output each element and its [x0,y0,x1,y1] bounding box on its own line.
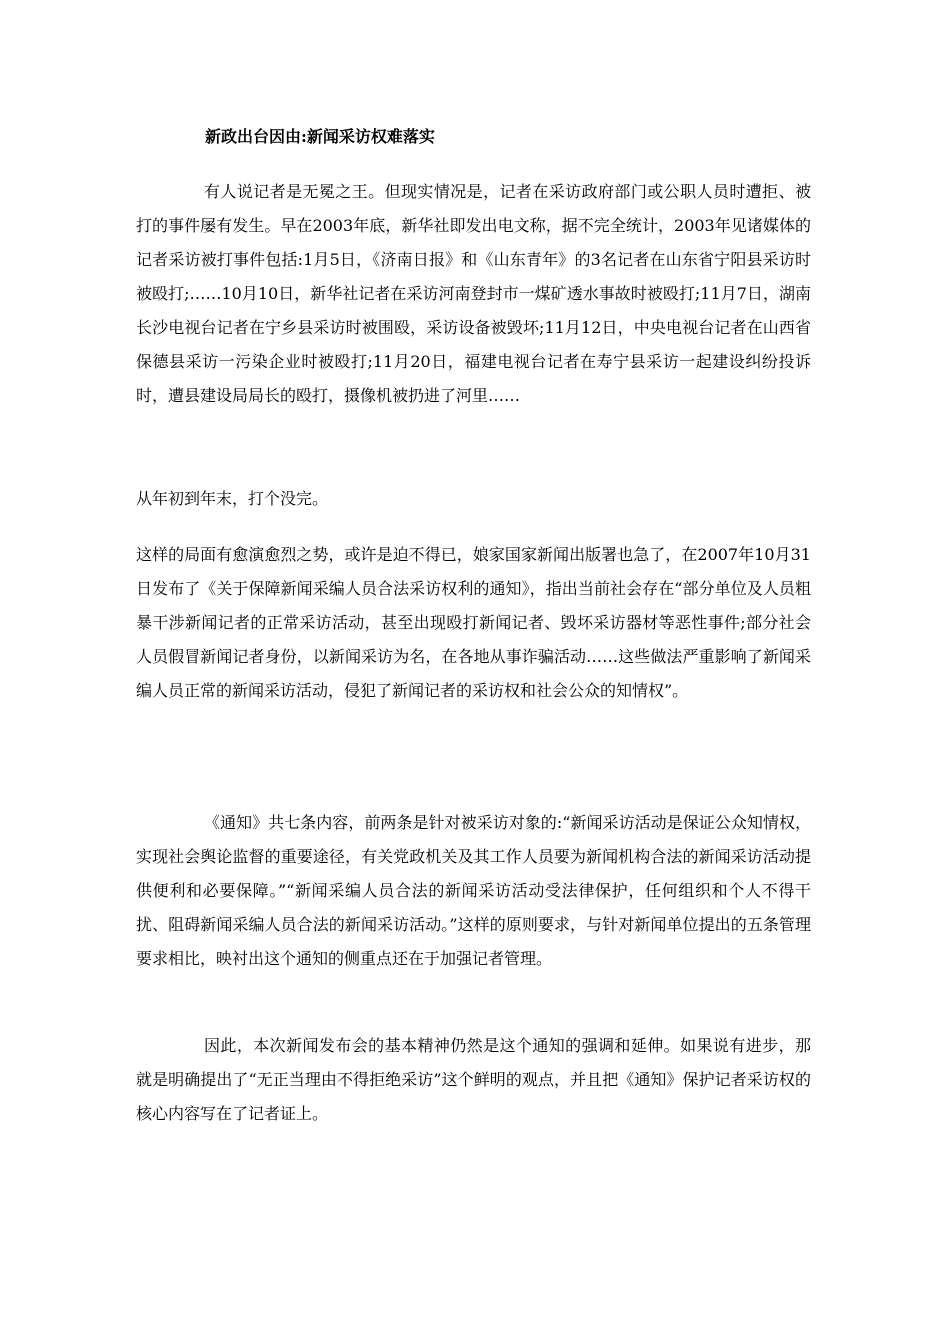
paragraph-reporter-attacks: 有人说记者是无冕之王。但现实情况是，记者在采访政府部门或公职人员时遭拒、被打的事件屡有发生。早在2003年底，新华社即发出电文称，据不完全统计，2003年见诸媒体的记者采访被打事件包括:1月5日，《济南日报》和《山东青年》的3名记者在山东省宁阳县采访时被殴打;……10月10日，新华社记者在采访河南登封市一煤矿透水事故时被殴打;11月7日，湖南长沙电视台记者在宁乡县采访时被围殴，采访设备被毁坏;11月12日，中央电视台记者在山西省保德县采访一污染企业时被殴打;11月20日，福建电视台记者在寿宁县采访一起建设纠纷投诉时，遭县建设局局长的殴打，摄像机被扔进了河里…… [136,182,811,405]
document-title: 新政出台因由:新闻采访权难落实 [205,127,435,146]
paragraph-year-summary: 从年初到年末，打个没完。 [136,489,329,508]
paragraph-notice-content: 《通知》共七条内容，前两条是针对被采访对象的:“新闻采访活动是保证公众知情权，实现社会舆论监督的重要途径，有关党政机关及其工作人员要为新闻机构合法的新闻采访活动提供便利和必要保障。”“新闻采编人员合法的新闻采访活动受法律保护，任何组织和个人不得干扰、阻碍新闻采编人员合法的新闻采访活动。”这样的原则要求，与针对新闻单位提出的五条管理要求相比，映衬出这个通知的侧重点还在于加强记者管理。 [136,813,811,968]
paragraph-notice-issued: 这样的局面有愈演愈烈之势，或许是迫不得已，娘家国家新闻出版署也急了，在2007年10月31日发布了《关于保障新闻采编人员合法采访权利的通知》，指出当前社会存在“部分单位及人员粗暴干涉新闻记者的正常采访活动，甚至出现殴打新闻记者、毁坏采访器材等恶性事件;部分社会人员假冒新闻记者身份，以新闻采访为名，在各地从事诈骗活动……这些做法严重影响了新闻采编人员正常的新闻采访活动，侵犯了新闻记者的采访权和社会公众的知情权”。 [136,545,811,700]
paragraph-conclusion: 因此，本次新闻发布会的基本精神仍然是这个通知的强调和延伸。如果说有进步，那就是明确提出了“无正当理由不得拒绝采访”这个鲜明的观点，并且把《通知》保护记者采访权的核心内容写在了记者证上。 [136,1036,811,1123]
